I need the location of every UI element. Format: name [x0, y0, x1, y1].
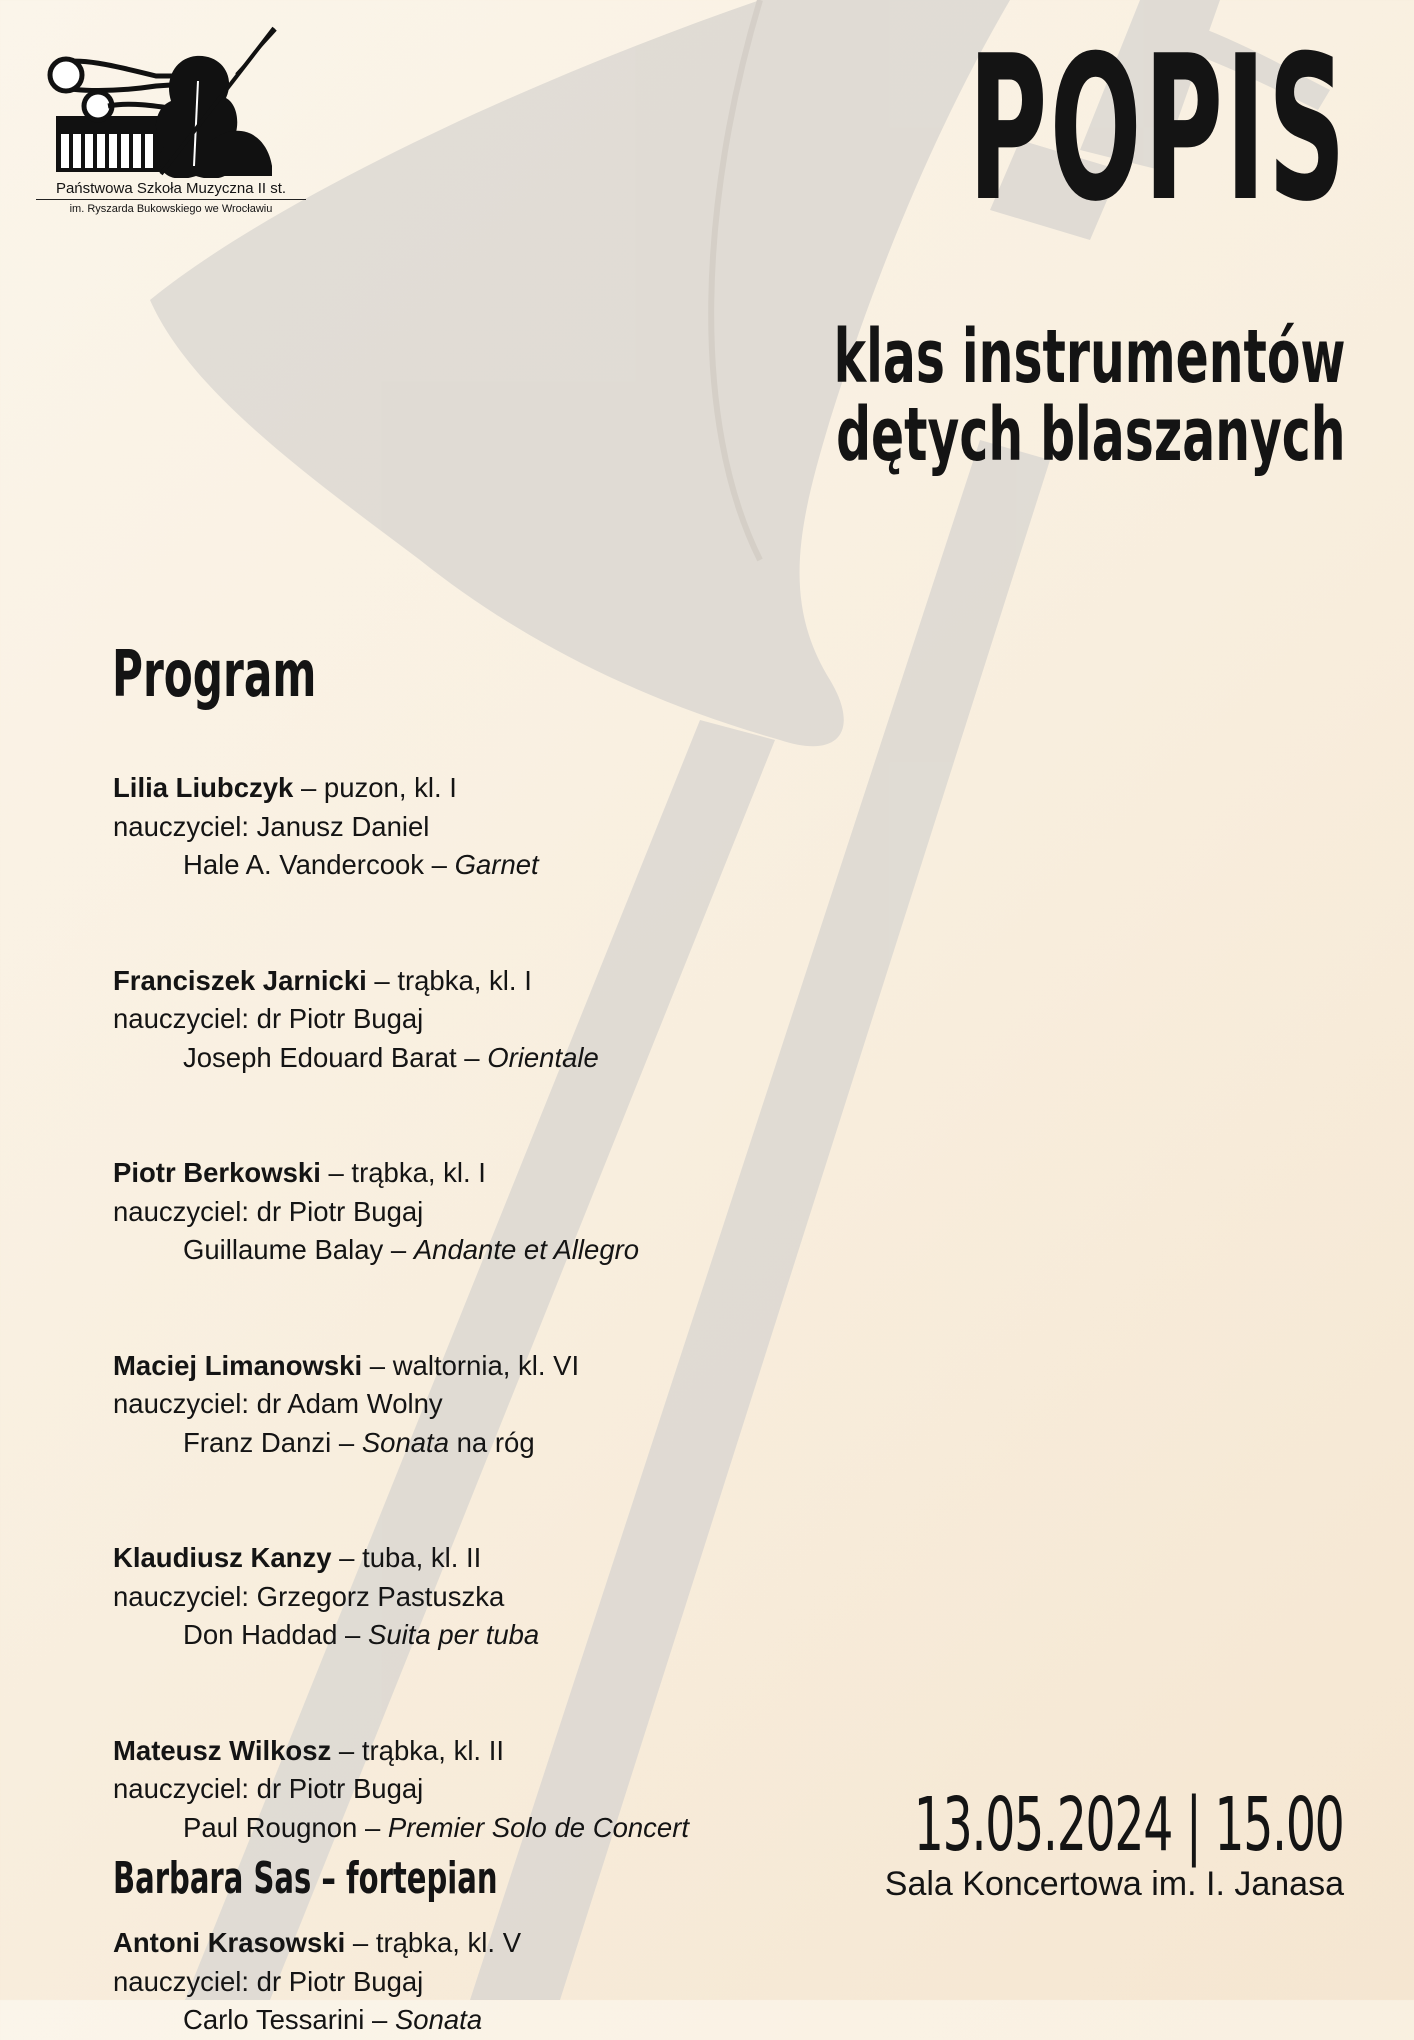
instrument-class: – trąbka, kl. V: [345, 1927, 522, 1958]
performance-item: [113, 1539, 853, 1655]
instrument-class: – trąbka, kl. II: [331, 1734, 504, 1766]
performance-item: [113, 769, 853, 885]
work-title: Sonata: [361, 1426, 449, 1458]
work-suffix: na róg: [449, 1426, 535, 1458]
composer: Joseph Edouard Barat –: [183, 1041, 488, 1073]
performer-name: Antoni Krasowski: [113, 1927, 346, 1958]
work-title: Premier Solo de Concert: [387, 1811, 689, 1843]
performance-item: [113, 1732, 853, 1848]
composer: Hale A. Vandercook –: [183, 849, 455, 880]
composer: Paul Rougnon –: [183, 1811, 388, 1843]
program-heading: Program: [112, 638, 317, 712]
page-subtitle: [834, 314, 1346, 478]
work-title: Suita per tuba: [368, 1619, 540, 1650]
school-patron: im. Ryszarda Bukowskiego we Wrocławiu: [69, 203, 273, 215]
performance-item: [113, 962, 853, 1078]
work-title: Orientale: [487, 1041, 599, 1073]
instrument-class: – tuba, kl. II: [331, 1542, 482, 1573]
performer-name: Maciej Limanowski: [113, 1349, 363, 1381]
teacher: nauczyciel: dr Piotr Bugaj: [113, 1195, 424, 1227]
school-logo: [36, 26, 312, 215]
performer-name: Lilia Liubczyk: [113, 772, 294, 803]
instrument-class: – waltornia, kl. VI: [362, 1349, 580, 1381]
teacher: nauczyciel: Janusz Daniel: [113, 810, 430, 842]
instrument-class: – puzon, kl. I: [293, 772, 457, 803]
performer-name: Mateusz Wilkosz: [113, 1734, 332, 1766]
instrument-class: – trąbka, kl. I: [320, 1157, 486, 1188]
teacher: nauczyciel: dr Piotr Bugaj: [113, 1965, 424, 1997]
instrument-class: – trąbka, kl. I: [366, 964, 532, 996]
work-title: Sonata: [394, 2004, 483, 2035]
teacher: nauczyciel: dr Piotr Bugaj: [113, 1773, 424, 1804]
music-school-emblem-icon: [36, 26, 282, 178]
work-title: Andante et Allegro: [413, 1234, 640, 1265]
composer: Franz Danzi –: [183, 1426, 362, 1458]
school-name: Państwowa Szkoła Muzyczna II st.: [36, 180, 306, 200]
subtitle-line-1: klas instrumentów: [834, 314, 1346, 400]
performer-name: Franciszek Jarnicki: [113, 964, 367, 996]
performance-list: [113, 769, 853, 2040]
work-title: Garnet: [454, 849, 539, 880]
composer: Carlo Tessarini –: [183, 2004, 395, 2035]
composer: Don Haddad –: [183, 1619, 368, 1650]
teacher: nauczyciel: dr Piotr Bugaj: [113, 1003, 424, 1034]
subtitle-line-2: dętych blaszanych: [836, 392, 1346, 478]
composer: Guillaume Balay –: [183, 1234, 414, 1265]
event-datetime: 13.05.2024 | 15.00: [914, 1782, 1344, 1868]
performer-name: Piotr Berkowski: [113, 1157, 321, 1188]
teacher: nauczyciel: dr Adam Wolny: [113, 1388, 443, 1419]
event-venue: Sala Koncertowa im. I. Janasa: [884, 1865, 1344, 1903]
pianist-credit: Barbara Sas – fortepian: [113, 1853, 498, 1904]
performance-item: [113, 1347, 853, 1463]
page-title: POPIS: [968, 13, 1348, 246]
performer-name: Klaudiusz Kanzy: [113, 1542, 332, 1573]
performance-item: [113, 1924, 853, 2040]
teacher: nauczyciel: Grzegorz Pastuszka: [113, 1580, 505, 1612]
performance-item: [113, 1154, 853, 1270]
